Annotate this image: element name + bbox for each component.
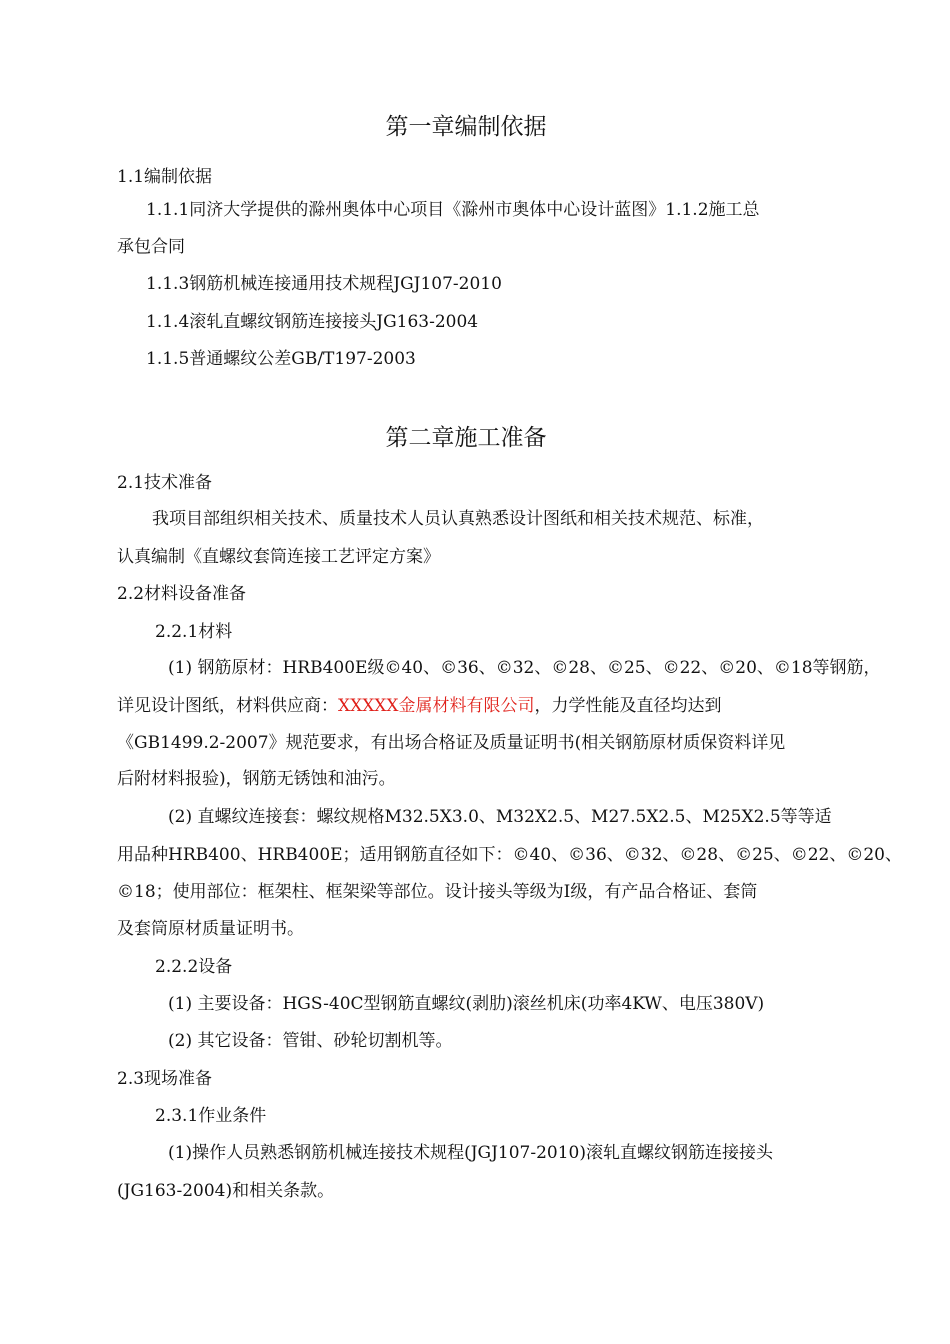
item-1-1-1-line2: 承包合同 [117,237,185,257]
material-1-line1: (1) 钢筋原材：HRB400E级©40、©36、©32、©28、©25、©22、©20、©18等钢筋， [168,658,881,678]
section-2-2-heading: 2.2材料设备准备 [117,584,247,604]
chapter-2-title: 第二章施工准备 [385,425,547,451]
material-2-line1: (2) 直螺纹连接套：螺纹规格M32.5X3.0、M32X2.5、M27.5X2.5、M25X2.5等等适 [168,807,832,827]
item-1-1-4: 1.1.4滚轧直螺纹钢筋连接接头JG163-2004 [146,312,479,332]
section-2-1-heading: 2.1技术准备 [117,473,213,493]
paragraph-2-1-line1: 我项目部组织相关技术、质量技术人员认真熟悉设计图纸和相关技术规范、标准， [152,509,764,529]
section-2-3-heading: 2.3现场准备 [117,1069,213,1089]
supplier-name: XXXXX金属材料有限公司 [338,696,535,716]
item-1-1-1-line1: 1.1.1同济大学提供的滁州奥体中心项目《滁州市奥体中心设计蓝图》1.1.2施工总 [146,200,760,220]
material-1-line4: 后附材料报验)，钢筋无锈蚀和油污。 [117,769,396,789]
material-1-line2-suffix: ，力学性能及直径均达到 [534,696,722,716]
material-2-line2: 用品种HRB400、HRB400E；适用钢筋直径如下：©40、©36、©32、©28、©25、©22、©20、 [117,845,902,865]
chapter-1-title: 第一章编制依据 [385,114,547,140]
material-2-line3: ©18；使用部位：框架柱、框架梁等部位。设计接头等级为Ⅰ级，有产品合格证、套筒 [117,882,758,902]
subsection-2-2-1: 2.2.1材料 [155,622,233,642]
material-1-line2 [117,695,722,717]
work-condition-1-line2: (JG163-2004)和相关条款。 [117,1181,335,1201]
item-1-1-5: 1.1.5普通螺纹公差GB/T197-2003 [146,349,416,369]
subsection-2-2-2: 2.2.2设备 [155,957,233,977]
material-1-line2-prefix: 详见设计图纸，材料供应商： [117,696,338,716]
paragraph-2-1-line2: 认真编制《直螺纹套筒连接工艺评定方案》 [117,547,440,567]
material-2-line4: 及套筒原材质量证明书。 [117,919,304,939]
section-1-1-heading: 1.1编制依据 [117,167,213,187]
equipment-1: (1) 主要设备：HGS-40C型钢筋直螺纹(剥肋)滚丝机床(功率4KW、电压380V) [168,994,765,1014]
item-1-1-3: 1.1.3钢筋机械连接通用技术规程JGJ107-2010 [146,274,502,294]
equipment-2: (2) 其它设备：管钳、砂轮切割机等。 [168,1031,453,1051]
subsection-2-3-1: 2.3.1作业条件 [155,1106,267,1126]
material-1-line3: 《GB1499.2-2007》规范要求，有出场合格证及质量证明书(相关钢筋原材质保资料详见 [117,733,786,753]
work-condition-1-line1: (1)操作人员熟悉钢筋机械连接技术规程(JGJ107-2010)滚轧直螺纹钢筋连接接头 [168,1143,774,1163]
